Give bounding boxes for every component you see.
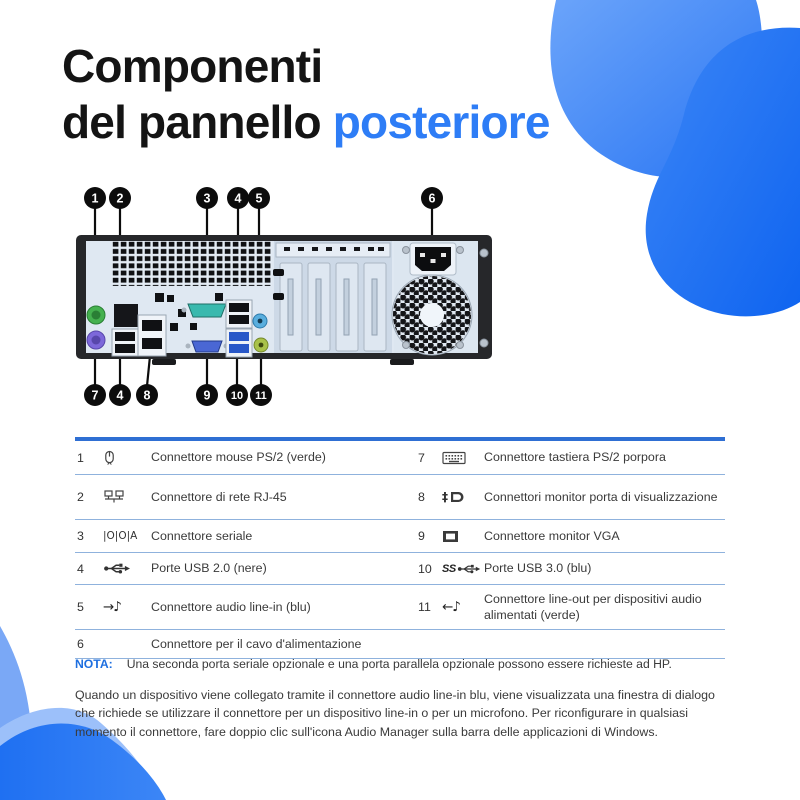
callout-7: 7: [91, 388, 99, 403]
note-label: NOTA:: [75, 657, 113, 671]
callout-10: 10: [230, 390, 244, 402]
table-cell-11: [400, 591, 725, 624]
row-number: 9: [418, 529, 425, 543]
note: [75, 656, 751, 674]
network-icon: [103, 490, 151, 505]
row-description: Connettore line-out per dispositivi audio alimentati (verde): [484, 591, 702, 622]
row-number: 11: [418, 600, 431, 614]
row-description: Connettore audio line-in (blu): [151, 599, 311, 614]
table-cell-9: [400, 528, 725, 544]
vga-port: [192, 341, 222, 352]
callout-2: 2: [116, 191, 124, 206]
title-line1: Componenti: [62, 40, 323, 92]
callout-4-top: 4: [234, 191, 242, 206]
serial-port: [188, 304, 226, 317]
table-row: [75, 553, 725, 585]
table-row: [75, 441, 725, 475]
keyboard-icon: [442, 451, 484, 465]
rj45-port: [114, 304, 138, 327]
usb2-icon: [103, 562, 151, 575]
table-row: [75, 520, 725, 553]
usb3-icon: SS: [442, 563, 484, 575]
title-line2: del pannello: [62, 96, 321, 149]
vga-monitor-icon: [442, 530, 484, 543]
callout-6: 6: [428, 191, 436, 206]
displayport-icon: ‡: [442, 490, 484, 504]
row-description: Porte USB 3.0 (blu): [484, 561, 592, 576]
serial-port-icon: |O|O|A: [103, 530, 138, 542]
row-number: 3: [77, 529, 84, 543]
table-cell-1: [75, 449, 400, 466]
power-supply-area: [392, 241, 488, 355]
callout-1: 1: [91, 191, 99, 206]
row-number: 5: [77, 600, 84, 614]
row-description: Connettore di rete RJ-45: [151, 489, 287, 504]
row-number: 7: [418, 450, 425, 465]
body-paragraph: Quando un dispositivo viene collegato tramite il connettore audio line-in blu, viene visualizzata una finestra di dialogo che richiede se utilizzare il connettore per un dispositivo line-in o per un microfono. Per riconfigurare in qualsiasi momento il connettore, fare doppio clic sull'icona Audio Manager sulla barra delle applicazioni di Windows.: [75, 688, 715, 739]
table-cell-6: [75, 636, 400, 652]
row-description: Porte USB 2.0 (nere): [151, 561, 267, 576]
table-row: [75, 475, 725, 520]
vent-grid: [112, 241, 272, 286]
table-row: [75, 585, 725, 630]
connector-table: [75, 437, 725, 659]
row-description: Connettore tastiera PS/2 porpora: [484, 450, 666, 465]
rear-panel-illustration: [60, 183, 530, 420]
callout-5: 5: [255, 191, 263, 206]
title-line2-accent: posteriore: [332, 96, 550, 149]
callout-3: 3: [203, 191, 211, 206]
mouse-icon: [103, 449, 151, 466]
row-number: 10: [418, 561, 432, 576]
table-cell-8: [400, 489, 725, 505]
note-text: Una seconda porta seriale opzionale e una porta parallela opzionale possono essere richieste ad HP.: [126, 657, 672, 671]
row-description: Connettore monitor VGA: [484, 528, 620, 543]
page-title-text: [62, 38, 682, 150]
expansion-slots: [273, 241, 392, 353]
row-number: 8: [418, 490, 425, 504]
table-cell-3: [75, 528, 400, 544]
table-cell-10: [400, 560, 725, 576]
table-row: [75, 630, 725, 659]
page-title: [62, 38, 682, 150]
callout-8: 8: [143, 388, 151, 403]
callout-11: 11: [255, 390, 267, 402]
row-description: Connettore mouse PS/2 (verde): [151, 450, 326, 465]
callout-9: 9: [203, 388, 211, 403]
table-cell-7: [400, 449, 725, 465]
row-number: 4: [77, 561, 84, 576]
table-cell-5: [75, 599, 400, 615]
row-number: 6: [77, 637, 84, 651]
row-description: Connettore seriale: [151, 528, 253, 543]
audio-line-out-icon: ←♪: [442, 599, 460, 615]
callout-4-bottom: 4: [116, 388, 124, 403]
row-number: 2: [77, 490, 84, 504]
row-number: 1: [77, 450, 84, 465]
table-cell-4: [75, 560, 400, 576]
audio-line-in-icon: →♪: [103, 599, 121, 615]
row-description: Connettore per il cavo d'alimentazione: [151, 636, 362, 651]
table-cell-2: [75, 489, 400, 505]
row-description: Connettori monitor porta di visualizzazione: [484, 489, 718, 504]
